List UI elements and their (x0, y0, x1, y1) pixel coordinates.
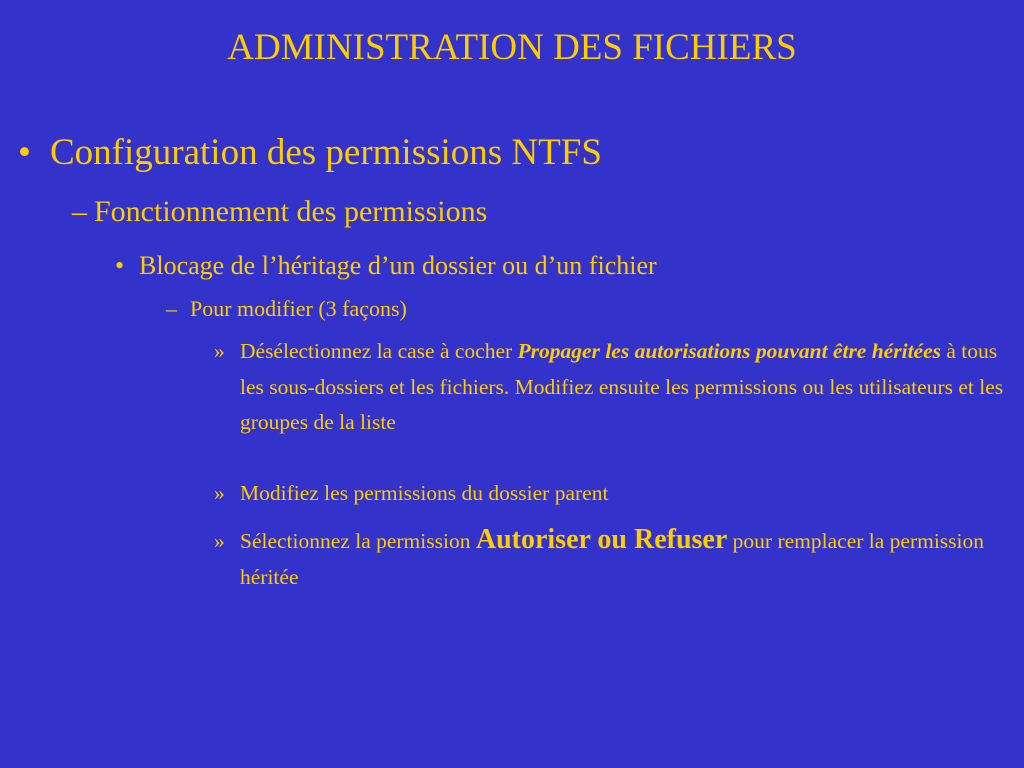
slide-title: ADMINISTRATION DES FICHIERS (227, 27, 797, 68)
bullet-text: Fonctionnement des permissions (94, 195, 488, 228)
bullet-chevron: » (214, 529, 225, 553)
bullet-level-5-item-3 (214, 522, 1004, 595)
bullet-level-5-item-2 (214, 476, 1004, 512)
text-before: Sélectionnez la permission (240, 529, 476, 553)
emphasized-permission-name: Autoriser ou Refuser (475, 524, 728, 555)
bullet-level-3 (115, 248, 1015, 284)
bullet-text: Blocage de l’héritage d’un dossier ou d’un fichier (139, 251, 657, 280)
bullet-level-2 (72, 192, 1012, 232)
bullet-dash: – (166, 296, 177, 321)
text-after: à tous les sous-dossiers et les fichiers. Modifiez ensuite les permissions ou les utilisateurs et les groupes de la liste (240, 339, 1004, 434)
bullet-text: Pour modifier (3 façons) (190, 296, 407, 321)
bullet-dot: • (18, 132, 31, 173)
bullet-text (240, 522, 1004, 595)
bullet-text (240, 334, 1004, 441)
bullet-dot: • (115, 251, 125, 280)
bullet-level-4 (166, 294, 1006, 324)
bullet-chevron: » (214, 481, 225, 505)
bullet-text: Configuration des permissions NTFS (50, 132, 602, 173)
bullet-dash: – (72, 195, 87, 228)
text-before: Désélectionnez la case à cocher (240, 339, 518, 363)
bullet-level-1 (18, 130, 1008, 176)
text-after: pour remplacer la permission héritée (240, 529, 985, 589)
bullet-chevron: » (214, 339, 225, 363)
bullet-text: Modifiez les permissions du dossier parent (240, 481, 609, 505)
bullet-level-5-item-1 (214, 334, 1004, 441)
emphasized-option-name: Propager les autorisations pouvant être héritées (517, 339, 941, 363)
